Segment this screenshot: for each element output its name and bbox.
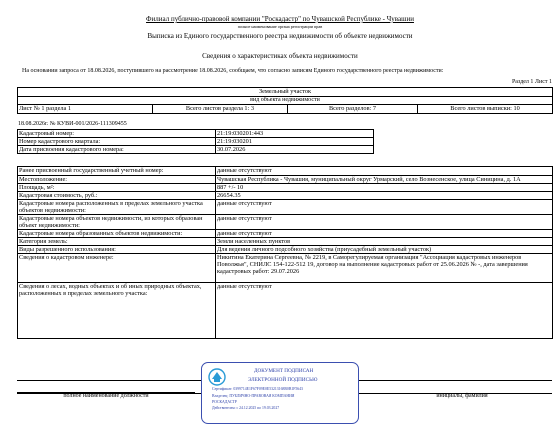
row-label: Местоположение: (18, 176, 216, 184)
stamp-owner: Владелец: ПУБЛИЧНО-ПРАВОВАЯ КОМПАНИЯ (212, 394, 295, 398)
table-row (18, 246, 553, 254)
table-row (18, 146, 374, 154)
row-label: Дата присвоения кадастрового номера: (18, 146, 216, 154)
table-row (18, 230, 553, 238)
row-value: данные отсутствуют (216, 200, 553, 215)
roskadastr-logo-icon (208, 368, 226, 386)
sheet-number: Лист № 1 раздела 1 (18, 105, 153, 114)
object-header-table (17, 87, 553, 114)
org-caption: полное наименование органа регистрации прав (237, 24, 323, 29)
stamp-line2: ЭЛЕКТРОННОЙ ПОДПИСЬЮ (248, 377, 318, 383)
total-sections: Всего разделов: 7 (288, 105, 418, 114)
table-row (18, 138, 374, 146)
row-value: данные отсутствуют (216, 230, 553, 238)
row-label: Сведения о кадастровом инженере: (18, 254, 216, 283)
row-value: 887 +/- 10 (216, 184, 553, 192)
table-row (18, 254, 553, 283)
row-label: Кадастровые номера образованных объектов недвижимости: (18, 230, 216, 238)
extract-date-number: 18.08.2026г. № КУВИ-001/2026-111309455 (18, 121, 127, 127)
row-value: Земли населенных пунктов (216, 238, 553, 246)
row-label: Кадастровый номер: (18, 130, 216, 138)
stamp-owner-2: РОСКАДАСТР (212, 400, 237, 404)
row-value: 21:19:030201:443 (216, 130, 374, 138)
name-caption: инициалы, фамилия (436, 393, 488, 399)
section-title: Сведения о характеристиках объекта недвижимости (202, 52, 358, 60)
characteristics-table (17, 166, 553, 339)
table-row (18, 283, 553, 339)
table-row (18, 176, 553, 184)
intro-text: На основании запроса от 18.08.2026, поступившего на рассмотрение 18.08.2026, сообщаем, что согласно записям Единого государственного реестра недвижимости: (22, 68, 444, 74)
table-row (18, 130, 374, 138)
row-value: данные отсутствуют (216, 215, 553, 230)
row-label: Номер кадастрового квартала: (18, 138, 216, 146)
row-value: Никитина Екатерина Сергеевна, № 2219, в Саморегулируемая организация "Ассоциация кадастровых инженеров Поволжья", СНИЛС 154-122-512 19, договор на выполнение кадастровых работ от 25.06.2026 № -, дата завершения кадастровых работ: 29.07.2026 (216, 254, 553, 283)
object-type-caption: вид объекта недвижимости (18, 97, 553, 105)
table-row (18, 167, 553, 176)
row-label: Ранее присвоенный государственный учетный номер: (18, 167, 216, 176)
table-row (18, 184, 553, 192)
row-value: 21:19:030201 (216, 138, 374, 146)
org-name: Филиал публично-правовой компании "Роскадастр" по Чувашской Республике - Чувашии (146, 15, 414, 23)
row-label: Площадь, м²: (18, 184, 216, 192)
position-caption: полное наименование должности (63, 393, 149, 399)
row-value: Для ведения личного подсобного хозяйства (приусадебный земельный участок) (216, 246, 553, 254)
row-value: Чувашская Республика - Чувашия, муниципальный округ Урмарский, село Вознесенское, улица Синицина, д. 1А (216, 176, 553, 184)
object-type: Земельный участок (18, 88, 553, 97)
stamp-certificate: Сертификат: 0399714E1F67F09E0E53213168B0B1F5643 (212, 387, 303, 391)
table-row (18, 200, 553, 215)
row-value: 30.07.2026 (216, 146, 374, 154)
row-label: Кадастровая стоимость, руб.: (18, 192, 216, 200)
row-label: Категория земель: (18, 238, 216, 246)
stamp-validity: Действителен: с 24.12.2025 по 19.03.2027 (212, 406, 280, 410)
table-row (18, 192, 553, 200)
document-title: Выписка из Единого государственного реестра недвижимости об объекте недвижимости (147, 32, 413, 40)
row-value: 26654.35 (216, 192, 553, 200)
row-value: данные отсутствуют (216, 283, 553, 339)
basic-info-table (17, 129, 374, 154)
table-row (18, 238, 553, 246)
row-label: Кадастровые номера объектов недвижимости, из которых образован объект недвижимости: (18, 215, 216, 230)
row-value: данные отсутствуют (216, 167, 553, 176)
total-sheets-section: Всего листов раздела 1: 3 (153, 105, 288, 114)
stamp-line1: ДОКУМЕНТ ПОДПИСАН (254, 368, 314, 374)
electronic-signature-stamp (201, 362, 359, 424)
row-label: Виды разрешенного использования: (18, 246, 216, 254)
row-label: Сведения о лесах, водных объектах и об иных природных объектах, расположенных в пределах земельного участка: (18, 283, 216, 339)
section-label: Раздел 1 Лист 1 (511, 79, 552, 85)
row-label: Кадастровые номера расположенных в пределах земельного участка объектов недвижимости: (18, 200, 216, 215)
total-sheets-extract: Всего листов выписки: 10 (418, 105, 553, 114)
table-row (18, 215, 553, 230)
